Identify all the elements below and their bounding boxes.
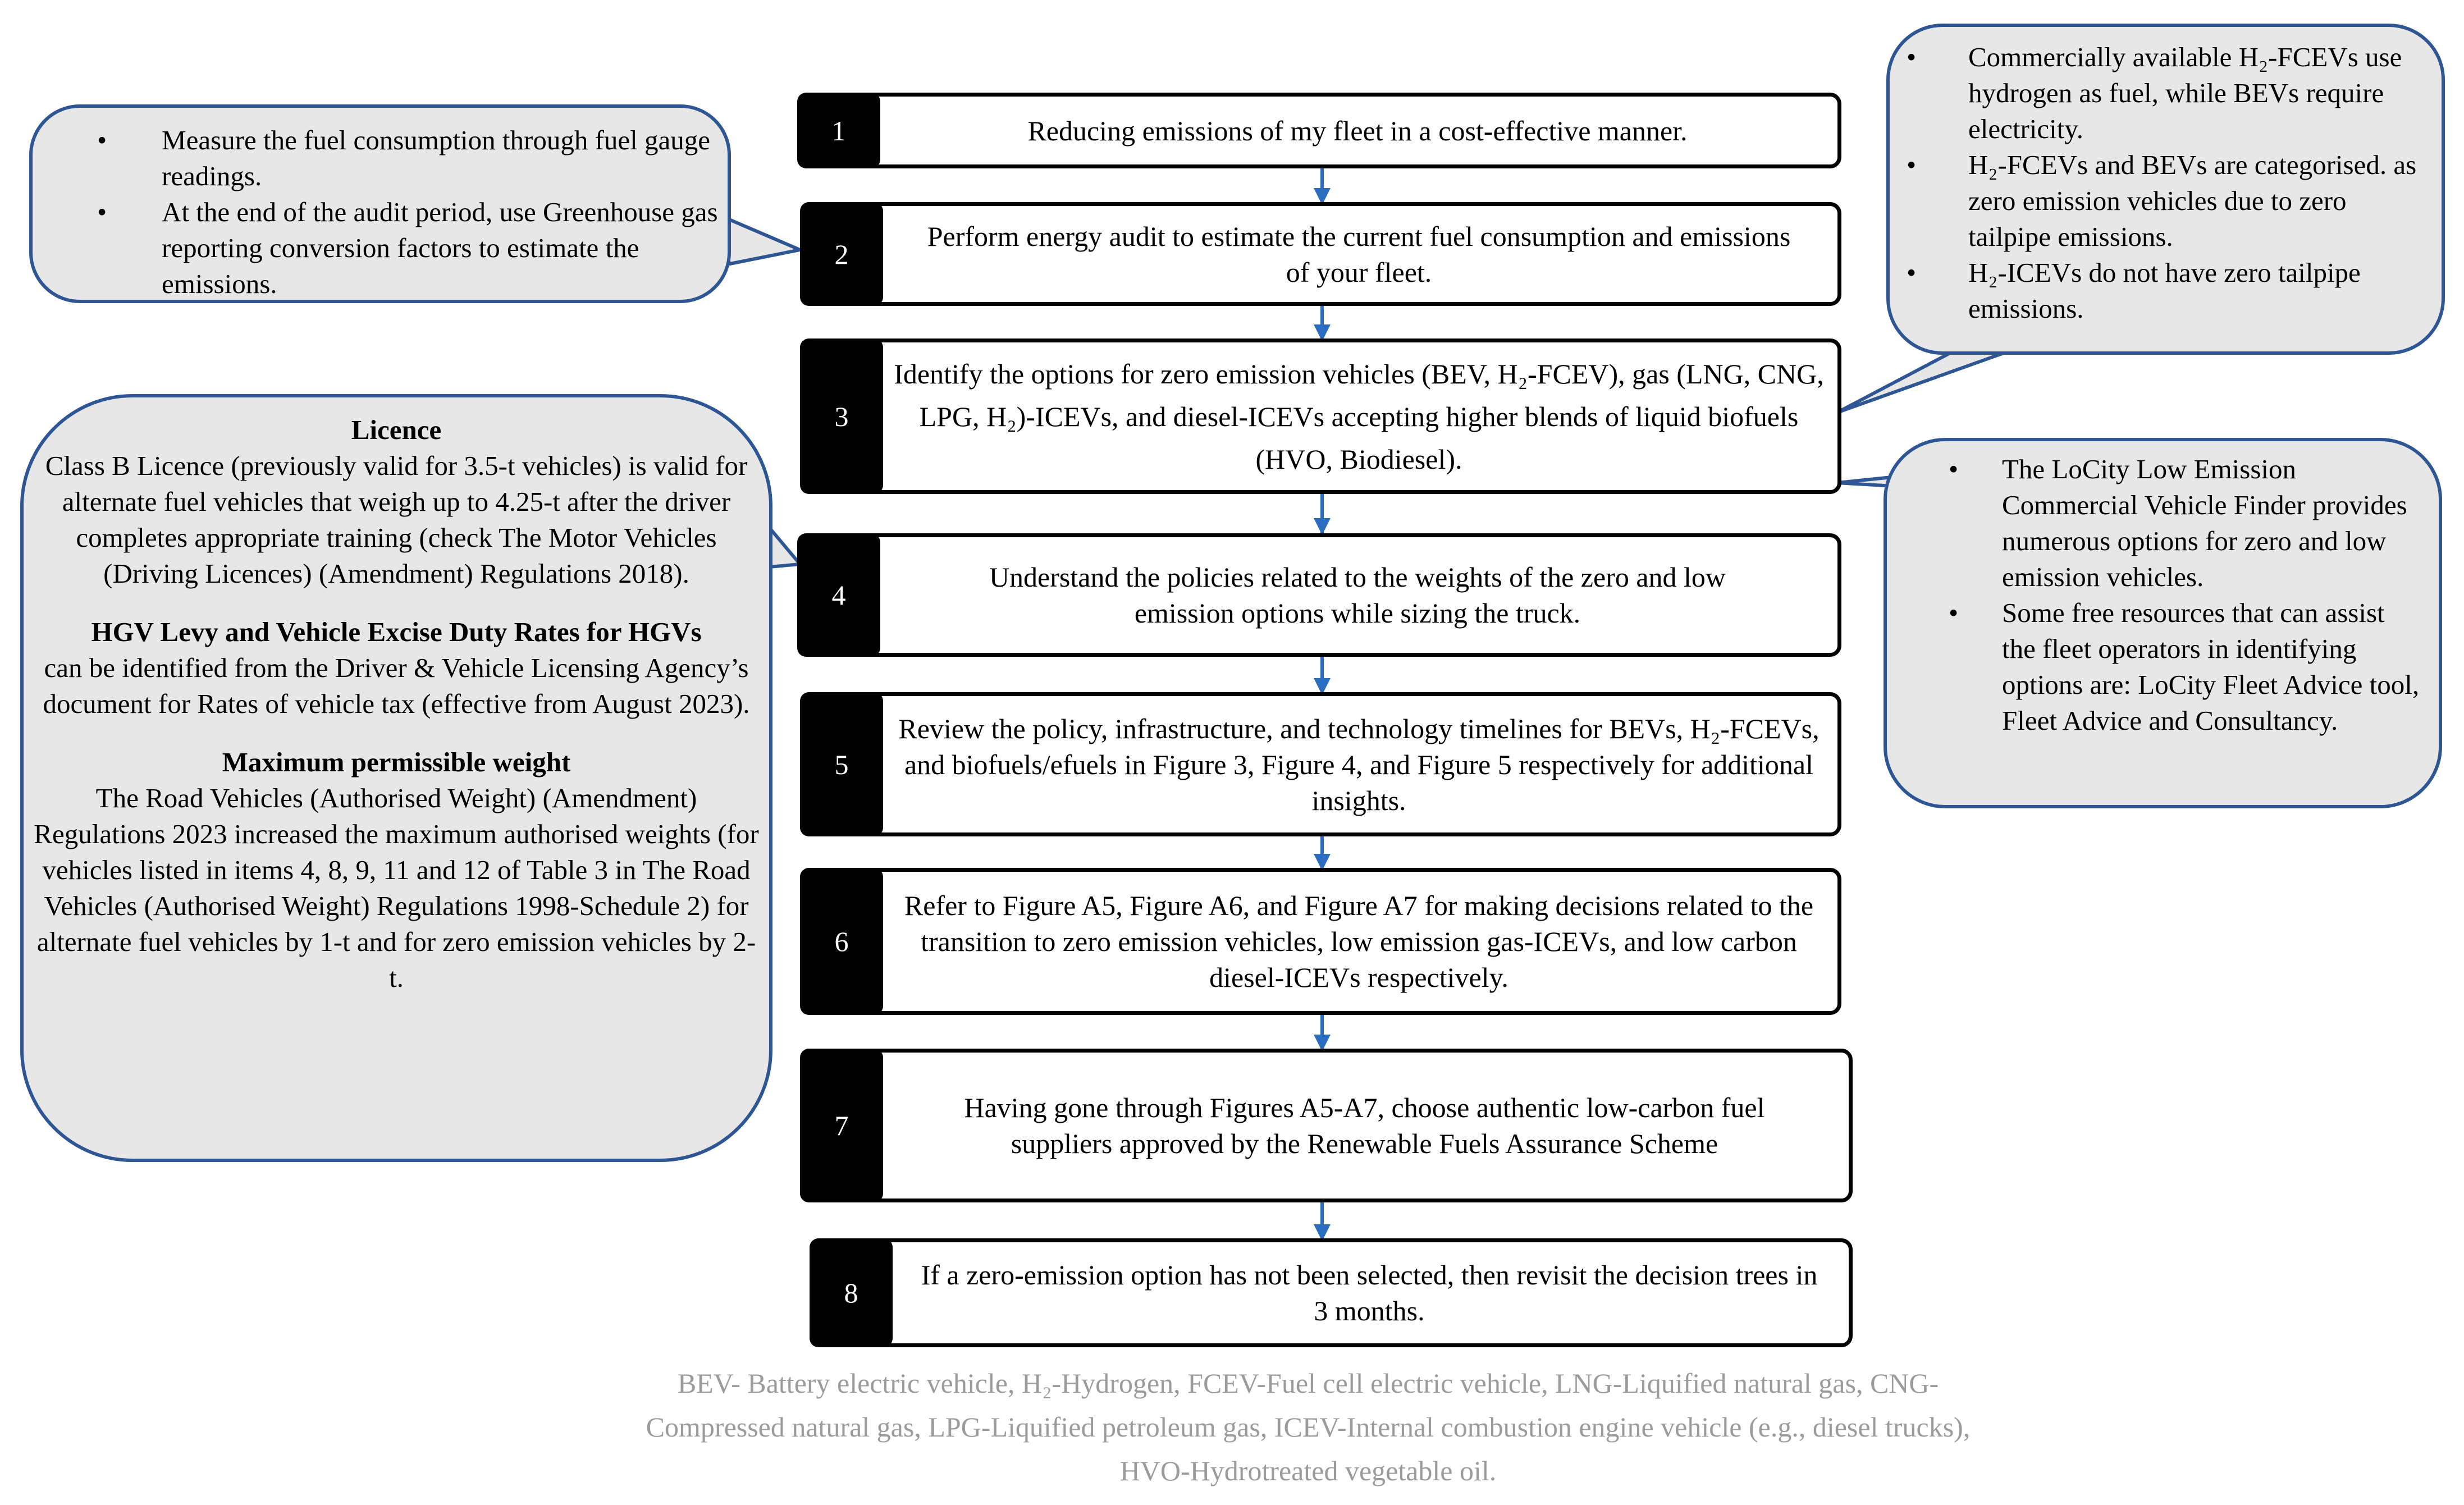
step-1-text: Reducing emissions of my fleet in a cost-effective manner. bbox=[1027, 115, 1688, 147]
step-5-box bbox=[800, 692, 1841, 836]
step-3-number: 3 bbox=[800, 338, 883, 494]
licence-heading: Licence bbox=[351, 414, 442, 445]
step-7-text: Having gone through Figures A5-A7, choose authentic low-carbon fuel suppliers approved by the Renewable Fuels Assurance Scheme bbox=[964, 1092, 1765, 1159]
weight-text: The Road Vehicles (Authorised Weight) (Amendment) Regulations 2023 increased the maximum authorised weights (for vehicles listed in items 4, 8, 9, 11 and 12 of Table 3 in The Road Vehicles (Authorised Weight) Regulations 1998-Schedule 2) for alternate fuel vehicles by 1-t and for zero emission vehicles by 2-t. bbox=[34, 783, 759, 993]
callout-vehicle-types bbox=[1886, 24, 2445, 355]
callout-vehicles-item-2: • H₂-FCEVs and BEVs are categorised. as zero emission vehicles due to zero tailpipe emissions. bbox=[1907, 149, 2417, 252]
step-4-box bbox=[797, 533, 1841, 657]
tail-vehicles bbox=[1837, 345, 2010, 413]
step-8-box bbox=[810, 1238, 1853, 1347]
step-8-text: If a zero-emission option has not been selected, then revisit the decision trees in 3 months. bbox=[921, 1259, 1818, 1326]
abbreviations-footnote: BEV- Battery electric vehicle, H₂-Hydrogen, FCEV-Fuel cell electric vehicle, LNG-Liquified natural gas, CNG-Compressed natural gas, LPG-Liquified petroleum gas, ICEV-Internal combustion engine vehicle (e.g., diesel trucks), HVO-Hydrotreated vegetable oil. bbox=[646, 1367, 1971, 1486]
levy-heading: HGV Levy and Vehicle Excise Duty Rates for HGVs bbox=[91, 616, 702, 647]
callout-vehicles-item-1: • Commercially available H₂-FCEVs use hydrogen as fuel, while BEVs require electricity. bbox=[1907, 42, 2402, 144]
step-5-number: 5 bbox=[800, 692, 883, 836]
callout-resources-item-2: • Some free resources that can assist the fleet operators in identifying options are: LoCity Fleet Advice tool, Fleet Advice and Consultancy. bbox=[1949, 597, 2420, 736]
weight-heading: Maximum permissible weight bbox=[222, 747, 571, 777]
callout-policy-details bbox=[20, 394, 772, 1162]
step-5-text: Review the policy, infrastructure, and technology timelines for BEVs, H₂-FCEVs, and biofuels/efuels in Figure 3, Figure 4, and Figure 5 respectively for additional insights. bbox=[898, 712, 1820, 816]
step-6-text: Refer to Figure A5, Figure A6, and Figure A7 for making decisions related to the transition to zero emission vehicles, low emission gas-ICEVs, and low carbon diesel-ICEVs respectively. bbox=[904, 890, 1814, 993]
step-2-text: Perform energy audit to estimate the current fuel consumption and emissions of your fleet. bbox=[927, 220, 1791, 288]
step-8-number: 8 bbox=[810, 1238, 893, 1347]
callout-free-resources bbox=[1884, 438, 2442, 808]
callout-resources-item-1: • The LoCity Low Emission Commercial Vehicle Finder provides numerous options for zero and low emission vehicles. bbox=[1949, 454, 2407, 592]
licence-text: Class B Licence (previously valid for 3.5-t vehicles) is valid for alternate fuel vehicles that weigh up to 4.25-t after the driver completes appropriate training (check The Motor Vehicles (Driving Licences) (Amendment) Regulations 2018). bbox=[45, 450, 748, 589]
callout-audit-item-1: • Measure the fuel consumption through fuel gauge readings. bbox=[97, 125, 711, 191]
callout-audit-notes bbox=[29, 104, 731, 303]
levy-text: can be identified from the Driver & Vehicle Licensing Agency’s document for Rates of vehicle tax (effective from August 2023). bbox=[43, 652, 750, 719]
step-4-number: 4 bbox=[797, 533, 880, 657]
step-6-number: 6 bbox=[800, 868, 883, 1015]
step-6-box bbox=[800, 868, 1841, 1015]
step-4-text: Understand the policies related to the weights of the zero and low emission options while sizing the truck. bbox=[989, 561, 1726, 629]
step-7-box bbox=[800, 1049, 1853, 1202]
step-2-box bbox=[800, 202, 1841, 306]
step-3-box bbox=[800, 338, 1841, 494]
callout-vehicles-item-3: • H₂-ICEVs do not have zero tailpipe emissions. bbox=[1907, 257, 2361, 324]
step-2-number: 2 bbox=[800, 202, 883, 306]
callout-audit-item-2: • At the end of the audit period, use Greenhouse gas reporting conversion factors to estimate the emissions. bbox=[97, 196, 718, 299]
step-1-box bbox=[797, 93, 1841, 168]
step-7-number: 7 bbox=[800, 1049, 883, 1202]
step-3-text: Identify the options for zero emission vehicles (BEV, H₂-FCEV), gas (LNG, CNG, LPG, H₂)-ICEVs, and diesel-ICEVs accepting higher blends of liquid biofuels (HVO, Biodiesel). bbox=[894, 358, 1824, 475]
step-1-number: 1 bbox=[797, 93, 880, 168]
